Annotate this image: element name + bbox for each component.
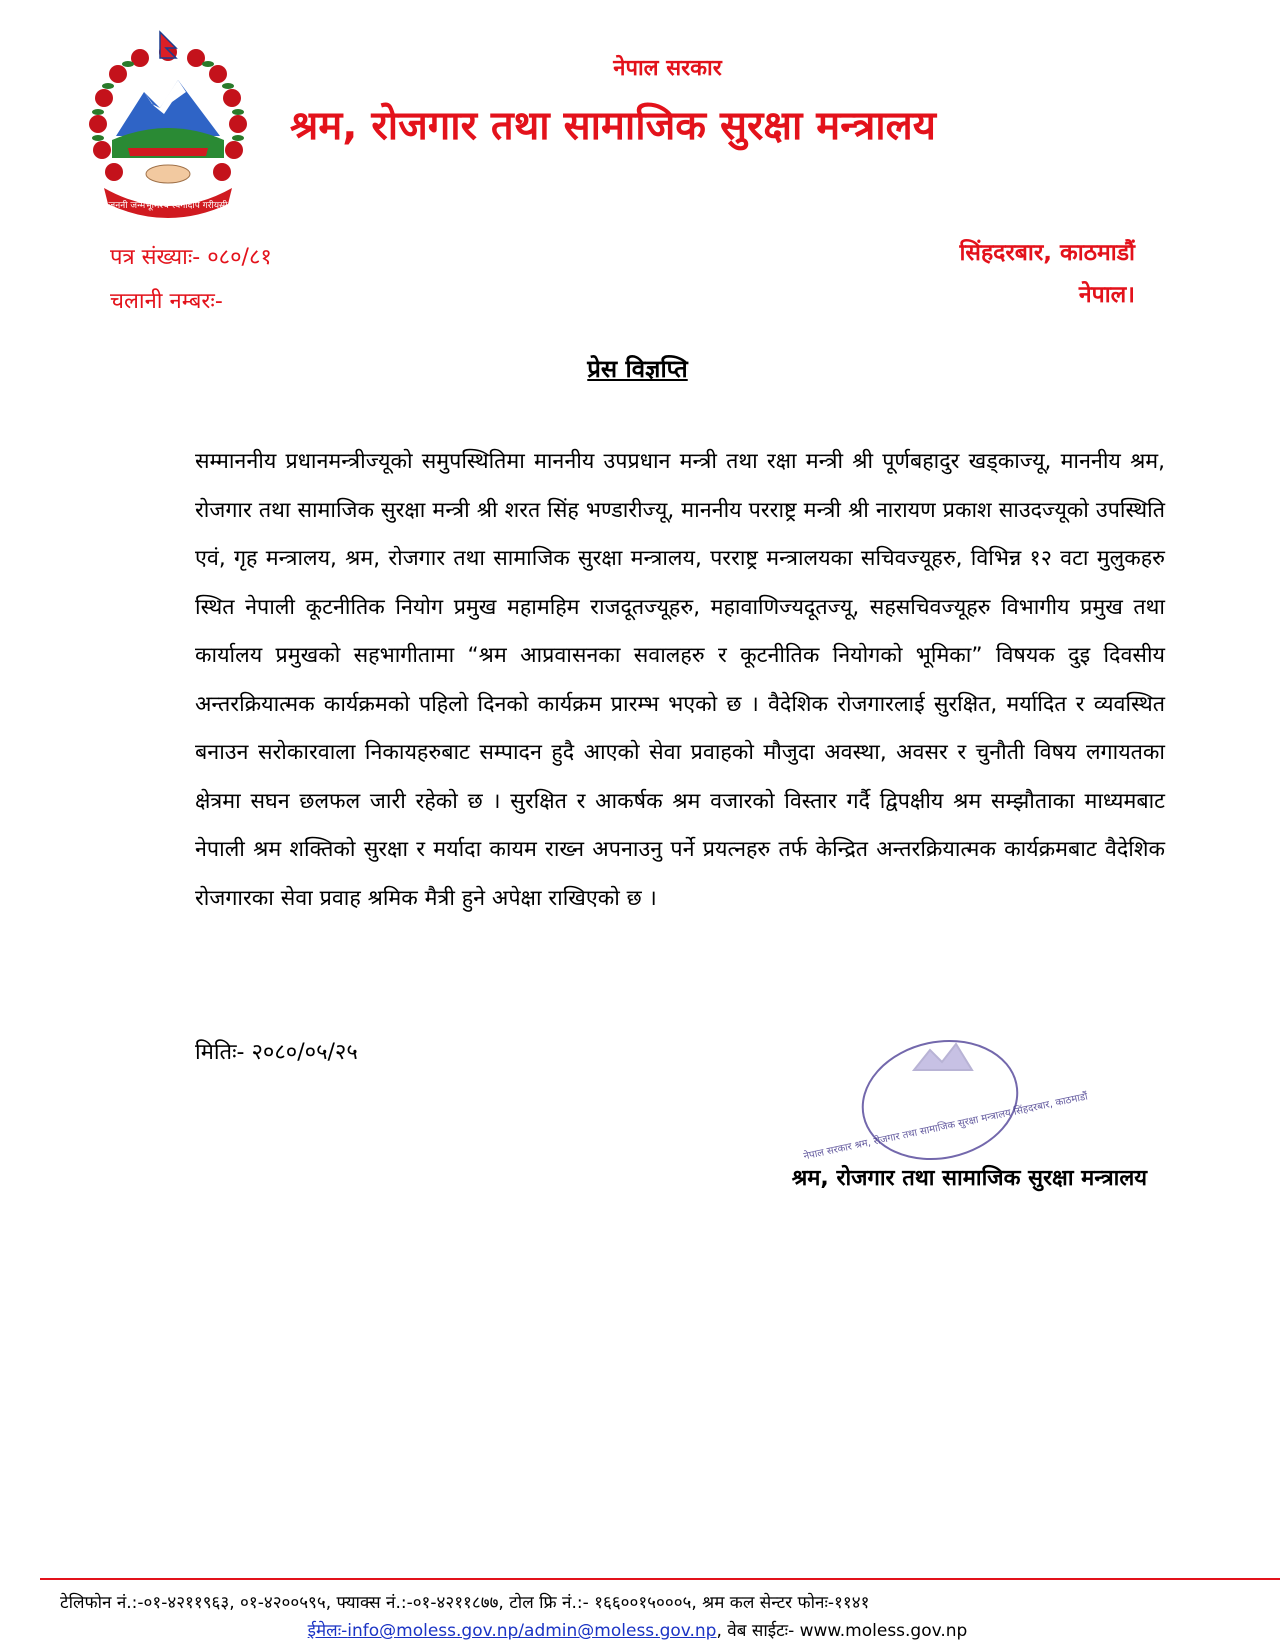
email-label: ईमेलः- (307, 1621, 348, 1641)
footer-email-website (0, 1618, 1275, 1641)
letter-number: पत्र संख्याः- ०८०/८१ (110, 245, 272, 270)
seal-text: नेपाल सरकार श्रम, रोजगार तथा सामाजिक सुरक्षा मन्त्रालय सिंहदरबार, काठमाडौं (802, 1091, 1089, 1163)
email-value: info@moless.gov.np/admin@moless.gov.np (347, 1621, 717, 1641)
press-release-body: सम्माननीय प्रधानमन्त्रीज्यूको समुपस्थितिमा माननीय उपप्रधान मन्त्री तथा रक्षा मन्त्री श्री पूर्णबहादुर खड्काज्यू, माननीय श्रम, रोजगार तथा सामाजिक सुरक्षा मन्त्री श्री शरत सिंह भण्डारीज्यू, माननीय परराष्ट्र मन्त्री श्री नारायण प्रकाश साउदज्यूको उपस्थिति एवं, गृह मन्त्रालय, श्रम, रोजगार तथा सामाजिक सुरक्षा मन्त्रालय, परराष्ट्र मन्त्रालयका सचिवज्यूहरु, विभिन्न १२ वटा मुलुकहरु स्थित नेपाली कूटनीतिक नियोग प्रमुख महामहिम राजदूतज्यूहरु, महावाणिज्यदूतज्यू, सहसचिवज्यूहरु विभागीय प्रमुख तथा कार्यालय प्रमुखको सहभागीतामा “श्रम आप्रवासनका सवालहरु र कूटनीतिक नियोगको भूमिका” विषयक दुइ दिवसीय अन्तरक्रियात्मक कार्यक्रमको पहिलो दिनको कार्यक्रम प्रारम्भ भएको छ । वैदेशिक रोजगारलाई सुरक्षित, मर्यादित र व्यवस्थित बनाउन सरोकारवाला निकायहरुबाट सम्पादन हुदै आएको सेवा प्रवाहको मौजुदा अवस्था, अवसर र चुनौती विषय लगायतका क्षेत्रमा सघन छलफल जारी रहेको छ । सुरक्षित र आकर्षक श्रम वजारको विस्तार गर्दै द्विपक्षीय श्रम सम्झौताका माध्यमबाट नेपाली श्रम शक्तिको सुरक्षा र मर्यादा कायम राख्न अपनाउनु पर्ने प्रयत्नहरु तर्फ केन्द्रित अन्तरक्रियात्मक कार्यक्रमबाट वैदेशिक रोजगारका सेवा प्रवाह श्रमिक मैत्री हुने अपेक्षा राखिएको छ । (195, 449, 1165, 911)
address-line-1: सिंहदरबार, काठमाडौं (959, 240, 1135, 266)
dispatch-number: चलानी नम्बरः- (110, 289, 223, 314)
official-seal-icon (802, 1030, 1089, 1170)
press-release-title: प्रेस विज्ञप्ति (587, 355, 688, 383)
government-name: नेपाल सरकार (613, 56, 722, 81)
email-link[interactable] (308, 1621, 717, 1641)
signatory: श्रम, रोजगार तथा सामाजिक सुरक्षा मन्त्रालय (791, 1166, 1147, 1191)
footer-divider (40, 1578, 1280, 1580)
date-line: मितिः- २०८०/०५/२५ (195, 1040, 358, 1065)
emblem-motto: जननी जन्मभूमिश्च स्वर्गादपि गरीयसी (108, 201, 228, 211)
reference-block (110, 236, 272, 324)
ministry-title: श्रम, रोजगार तथा सामाजिक सुरक्षा मन्त्रालय (290, 103, 936, 149)
footer-contact-line: टेलिफोन नं.:-०१-४२११९६३, ०१-४२००५९५, फ्याक्स नं.:-०१-४२११८७७, टोल फ्रि नं.:- १६६००१५०००५, श्रम कल सेन्टर फोनः-११४१ (60, 1593, 870, 1613)
address-block (959, 232, 1135, 316)
website-text: , वेब साईटः- www.moless.gov.np (716, 1621, 968, 1641)
address-line-2: नेपाल। (1078, 282, 1135, 308)
